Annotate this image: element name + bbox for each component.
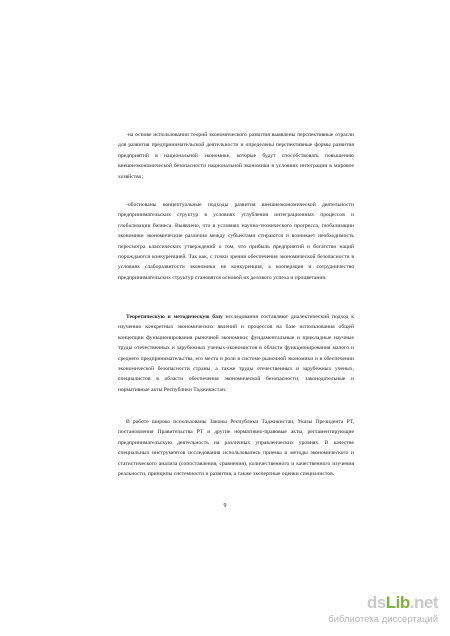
watermark-logo	[367, 594, 438, 612]
watermark-subtitle: библиотека диссертаций	[328, 614, 438, 625]
paragraph-1-text: -на основе использовании теорий экономического развития выявлены перспективные отрасли для развития предпринимательской деятельности и определены перспективные формы развития предприятий в национальной экономике, которые будут способствовать повышению внешнеэкономической безопасности национальной экономики в условиях интеграции в мировое хозяйство;	[118, 132, 354, 180]
watermark-logo-net: .net	[409, 593, 438, 612]
paragraph-4	[118, 417, 354, 479]
paragraph-2-text: -обоснованы концептуальные подходы развития внешнеэкономической деятельности предпринимательских структур в условиях углубления интеграционных процессов и глобализации бизнеса. Выявлено, что в условиях научно-технического прогресса, глобализации экономики экономические различия между субъектами стираются и возникает необходимость пересмотра классических утверждений о том, что прибыль предприятий и богатство наций порождаются конкуренцией. Так как, с точки зрения обеспечения экономической безопасности в условиях слаборазвитости экономики не конкуренция, а кооперация и сотрудничество предпринимательских структур становятся основой их делового успеха и процветания.	[118, 202, 354, 281]
paragraph-1	[118, 130, 354, 182]
paragraph-3-lead: Теоретическую и методическую базу	[126, 314, 223, 320]
paragraph-3-text: исследования составляют диалектический подход к изучению конкретных экономических явлений и процессов на базе использования общей концепции функционирования рыночной экономики; фундаментальные и прикладные научные труды отечественных и зарубежных ученых-экономистов в области функционирования малого и среднего предпринимательства, его места и роли в системе рыночной экономики и в обеспечении экономической безопасности страны, а также труды отечественных и зарубежных ученых, специалистов в области обеспечения экономической безопасности, законодательные и нормативные акты Республики Таджикистан.	[118, 314, 354, 393]
paragraph-4-text: В работе широко использованы Законы Республики Таджикистан, Указы Президента РТ, постановления Правительства РТ и другие нормативно-правовые акты, регламентирующие предпринимательскую деятельность на различных управленческих уровнях. В качестве специальных инструментов исследования использовались приемы и методы экономического и статистического анализа (сопоставления, сравнения), количественного и качественного изучения реальности, принципы системности и развития, а также экспертные оценки специалистов.	[118, 419, 354, 478]
watermark-logo-lib: Lib	[385, 593, 410, 612]
paragraph-3	[118, 312, 354, 395]
page-number: 9	[223, 503, 227, 509]
paragraph-2	[118, 200, 354, 283]
watermark-logo-ds: ds	[366, 593, 386, 612]
watermark	[326, 594, 438, 628]
